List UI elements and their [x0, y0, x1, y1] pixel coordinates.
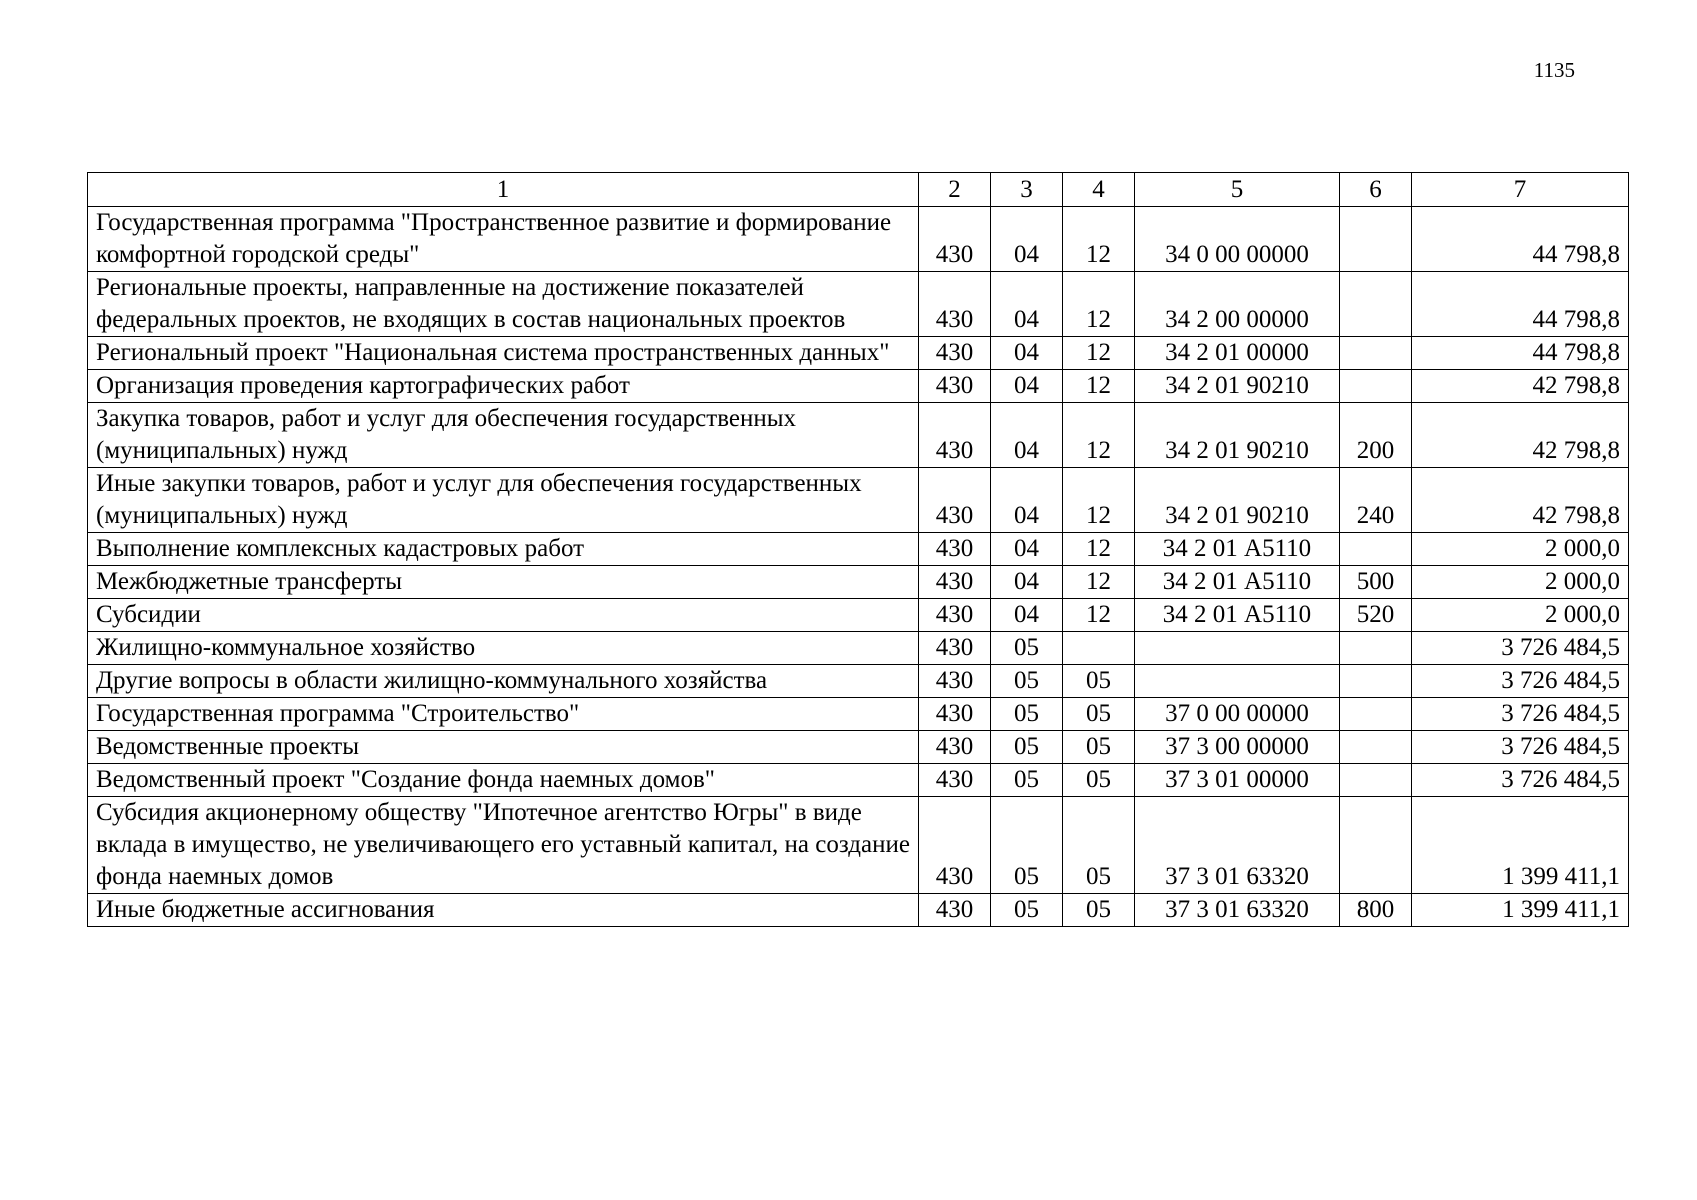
- cell-expense-type: 500: [1340, 566, 1412, 599]
- budget-table: [87, 172, 1629, 927]
- cell-section-code: 04: [991, 566, 1063, 599]
- cell-ministry-code: 430: [919, 403, 991, 468]
- cell-section-code: 05: [991, 797, 1063, 894]
- page-number: 1135: [1533, 58, 1575, 82]
- cell-subsection-code: 05: [1063, 894, 1135, 927]
- row-name: Выполнение комплексных кадастровых работ: [88, 533, 919, 566]
- cell-ministry-code: 430: [919, 632, 991, 665]
- cell-amount: 44 798,8: [1412, 207, 1629, 272]
- cell-expense-type: 200: [1340, 403, 1412, 468]
- cell-expense-type: [1340, 698, 1412, 731]
- row-name: Иные закупки товаров, работ и услуг для обеспечения государственных (муниципальных) нужд: [88, 468, 919, 533]
- cell-ministry-code: 430: [919, 337, 991, 370]
- cell-section-code: 04: [991, 370, 1063, 403]
- table-row: [88, 797, 1629, 894]
- cell-subsection-code: 12: [1063, 403, 1135, 468]
- table-row: [88, 731, 1629, 764]
- table-row: [88, 894, 1629, 927]
- cell-amount: 2 000,0: [1412, 566, 1629, 599]
- cell-subsection-code: 05: [1063, 764, 1135, 797]
- cell-subsection-code: 05: [1063, 731, 1135, 764]
- cell-section-code: 04: [991, 599, 1063, 632]
- cell-subsection-code: 05: [1063, 665, 1135, 698]
- cell-ministry-code: 430: [919, 370, 991, 403]
- cell-amount: 2 000,0: [1412, 533, 1629, 566]
- column-header-5: 5: [1135, 173, 1340, 207]
- column-header-4: 4: [1063, 173, 1135, 207]
- row-name: Субсидия акционерному обществу "Ипотечное агентство Югры" в виде вклада в имущество, не увеличивающего его уставный капитал, на создание фонда наемных домов: [88, 797, 919, 894]
- cell-subsection-code: 12: [1063, 468, 1135, 533]
- cell-expense-type: [1340, 337, 1412, 370]
- cell-section-code: 05: [991, 632, 1063, 665]
- cell-target-article: 37 3 01 63320: [1135, 797, 1340, 894]
- cell-ministry-code: 430: [919, 731, 991, 764]
- table-row: [88, 665, 1629, 698]
- cell-target-article: 34 2 01 90210: [1135, 370, 1340, 403]
- cell-target-article: 34 2 01 А5110: [1135, 533, 1340, 566]
- cell-target-article: 34 2 00 00000: [1135, 272, 1340, 337]
- cell-expense-type: 240: [1340, 468, 1412, 533]
- cell-expense-type: [1340, 370, 1412, 403]
- cell-subsection-code: 12: [1063, 599, 1135, 632]
- cell-amount: 1 399 411,1: [1412, 894, 1629, 927]
- cell-amount: 42 798,8: [1412, 468, 1629, 533]
- cell-subsection-code: 12: [1063, 370, 1135, 403]
- row-name: Другие вопросы в области жилищно-коммунального хозяйства: [88, 665, 919, 698]
- cell-ministry-code: 430: [919, 533, 991, 566]
- cell-amount: 42 798,8: [1412, 403, 1629, 468]
- cell-subsection-code: 12: [1063, 337, 1135, 370]
- table-row: [88, 566, 1629, 599]
- row-name: Региональные проекты, направленные на достижение показателей федеральных проектов, не входящих в состав национальных проектов: [88, 272, 919, 337]
- cell-section-code: 05: [991, 698, 1063, 731]
- cell-subsection-code: 12: [1063, 272, 1135, 337]
- row-name: Ведомственный проект "Создание фонда наемных домов": [88, 764, 919, 797]
- cell-section-code: 04: [991, 403, 1063, 468]
- cell-amount: 3 726 484,5: [1412, 764, 1629, 797]
- cell-expense-type: [1340, 272, 1412, 337]
- cell-target-article: 34 2 01 90210: [1135, 403, 1340, 468]
- cell-expense-type: [1340, 632, 1412, 665]
- cell-amount: 3 726 484,5: [1412, 698, 1629, 731]
- table-row: [88, 337, 1629, 370]
- cell-target-article: 34 2 01 90210: [1135, 468, 1340, 533]
- column-header-7: 7: [1412, 173, 1629, 207]
- cell-target-article: 37 3 01 63320: [1135, 894, 1340, 927]
- cell-target-article: 34 2 01 А5110: [1135, 599, 1340, 632]
- row-name: Организация проведения картографических работ: [88, 370, 919, 403]
- cell-expense-type: [1340, 797, 1412, 894]
- cell-section-code: 04: [991, 533, 1063, 566]
- cell-target-article: 37 3 00 00000: [1135, 731, 1340, 764]
- row-name: Субсидии: [88, 599, 919, 632]
- cell-section-code: 05: [991, 894, 1063, 927]
- cell-amount: 44 798,8: [1412, 337, 1629, 370]
- table-row: [88, 764, 1629, 797]
- cell-subsection-code: 12: [1063, 566, 1135, 599]
- cell-expense-type: [1340, 731, 1412, 764]
- row-name: Жилищно-коммунальное хозяйство: [88, 632, 919, 665]
- cell-ministry-code: 430: [919, 894, 991, 927]
- cell-ministry-code: 430: [919, 468, 991, 533]
- column-header-3: 3: [991, 173, 1063, 207]
- table-row: [88, 403, 1629, 468]
- cell-target-article: [1135, 632, 1340, 665]
- table-row: [88, 599, 1629, 632]
- cell-section-code: 04: [991, 337, 1063, 370]
- cell-expense-type: [1340, 207, 1412, 272]
- header-row: [88, 173, 1629, 207]
- table-row: [88, 533, 1629, 566]
- cell-expense-type: [1340, 665, 1412, 698]
- cell-amount: 3 726 484,5: [1412, 731, 1629, 764]
- cell-amount: 3 726 484,5: [1412, 632, 1629, 665]
- cell-ministry-code: 430: [919, 764, 991, 797]
- cell-subsection-code: 05: [1063, 797, 1135, 894]
- cell-target-article: 34 2 01 00000: [1135, 337, 1340, 370]
- cell-subsection-code: 12: [1063, 533, 1135, 566]
- cell-section-code: 04: [991, 272, 1063, 337]
- column-header-6: 6: [1340, 173, 1412, 207]
- cell-subsection-code: 05: [1063, 698, 1135, 731]
- cell-expense-type: [1340, 764, 1412, 797]
- cell-ministry-code: 430: [919, 599, 991, 632]
- row-name: Ведомственные проекты: [88, 731, 919, 764]
- cell-amount: 44 798,8: [1412, 272, 1629, 337]
- table-row: [88, 468, 1629, 533]
- cell-target-article: 34 2 01 А5110: [1135, 566, 1340, 599]
- cell-expense-type: 520: [1340, 599, 1412, 632]
- cell-expense-type: 800: [1340, 894, 1412, 927]
- row-name: Закупка товаров, работ и услуг для обеспечения государственных (муниципальных) нужд: [88, 403, 919, 468]
- cell-ministry-code: 430: [919, 665, 991, 698]
- cell-section-code: 05: [991, 731, 1063, 764]
- cell-ministry-code: 430: [919, 797, 991, 894]
- column-header-1: 1: [88, 173, 919, 207]
- row-name: Государственная программа "Строительство": [88, 698, 919, 731]
- column-header-2: 2: [919, 173, 991, 207]
- cell-amount: 3 726 484,5: [1412, 665, 1629, 698]
- row-name: Государственная программа "Пространственное развитие и формирование комфортной городской среды": [88, 207, 919, 272]
- cell-ministry-code: 430: [919, 566, 991, 599]
- cell-target-article: 37 3 01 00000: [1135, 764, 1340, 797]
- cell-amount: 1 399 411,1: [1412, 797, 1629, 894]
- cell-amount: 2 000,0: [1412, 599, 1629, 632]
- cell-ministry-code: 430: [919, 272, 991, 337]
- cell-target-article: 34 0 00 00000: [1135, 207, 1340, 272]
- cell-amount: 42 798,8: [1412, 370, 1629, 403]
- table-row: [88, 632, 1629, 665]
- cell-subsection-code: [1063, 632, 1135, 665]
- cell-section-code: 05: [991, 665, 1063, 698]
- row-name: Региональный проект "Национальная система пространственных данных": [88, 337, 919, 370]
- cell-target-article: [1135, 665, 1340, 698]
- cell-ministry-code: 430: [919, 698, 991, 731]
- table-row: [88, 272, 1629, 337]
- table-row: [88, 370, 1629, 403]
- table-row: [88, 698, 1629, 731]
- cell-expense-type: [1340, 533, 1412, 566]
- cell-ministry-code: 430: [919, 207, 991, 272]
- table-header: [88, 173, 1629, 207]
- cell-section-code: 05: [991, 764, 1063, 797]
- cell-section-code: 04: [991, 207, 1063, 272]
- cell-subsection-code: 12: [1063, 207, 1135, 272]
- cell-target-article: 37 0 00 00000: [1135, 698, 1340, 731]
- row-name: Иные бюджетные ассигнования: [88, 894, 919, 927]
- row-name: Межбюджетные трансферты: [88, 566, 919, 599]
- cell-section-code: 04: [991, 468, 1063, 533]
- table-row: [88, 207, 1629, 272]
- table-body: [88, 207, 1629, 927]
